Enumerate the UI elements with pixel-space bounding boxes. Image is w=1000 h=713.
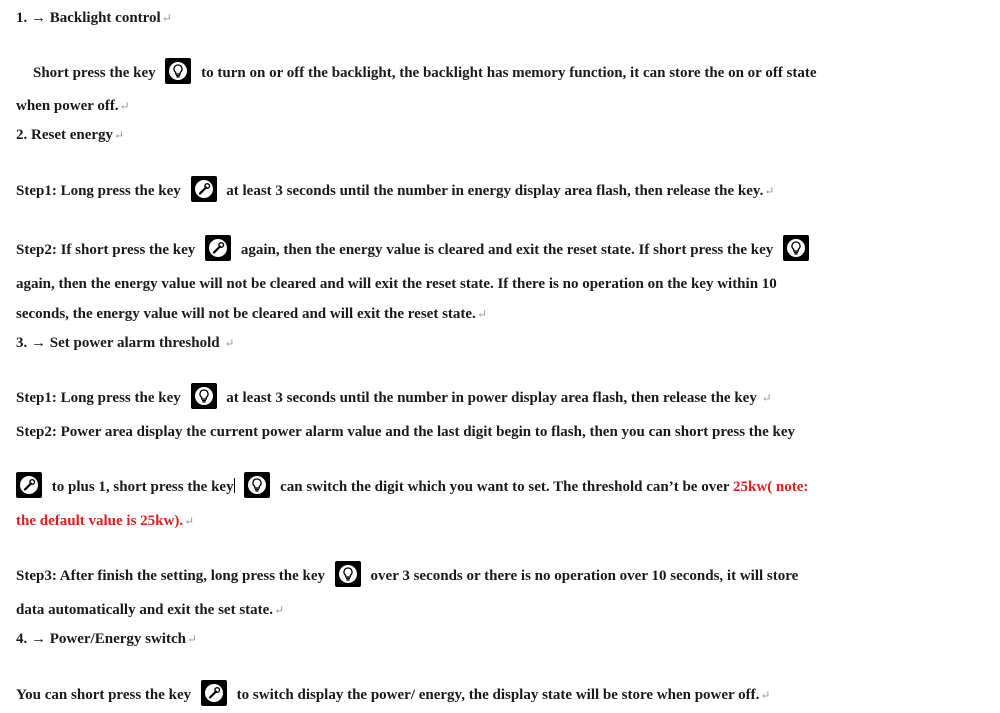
heading-power-energy-switch: 4. → Power/Energy switch↵	[16, 631, 198, 647]
heading-backlight-control: 1. → Backlight control↵	[16, 10, 172, 26]
default-value-note: the default value is 25kw).	[16, 513, 184, 529]
alarm-step3-line2: data automatically and exit the set state.↵	[16, 602, 285, 618]
lightbulb-key-icon	[783, 235, 809, 261]
threshold-highlight: 25kw( note:	[733, 479, 809, 495]
alarm-step2-line3: the default value is 25kw).↵	[16, 513, 195, 529]
alarm-step2-line1: Step2: Power area display the current power alarm value and the last digit begin to flash, then you can short press the key	[16, 424, 796, 440]
wrench-key-icon	[201, 680, 227, 706]
wrench-key-icon	[205, 235, 231, 261]
lightbulb-key-icon	[191, 383, 217, 409]
reset-step2-line1: Step2: If short press the key again, then the energy value is cleared and exit the reset state. If short press the key	[16, 235, 992, 261]
alarm-step1: Step1: Long press the key at least 3 seconds until the number in power display area flash, then release the key ↵	[16, 383, 992, 409]
wrench-key-icon	[191, 176, 217, 202]
heading-power-alarm: 3. → Set power alarm threshold ↵	[16, 335, 235, 351]
alarm-step3-line1: Step3: After finish the setting, long press the key over 3 seconds or there is no operation over 10 seconds, it will store	[16, 561, 992, 587]
wrench-key-icon	[16, 472, 42, 498]
switch-paragraph: You can short press the key to switch display the power/ energy, the display state will be store when power off.↵	[16, 680, 992, 706]
reset-step2-line2: again, then the energy value will not be cleared and will exit the reset state. If there is no operation on the key within 10	[16, 276, 777, 292]
reset-step1: Step1: Long press the key at least 3 seconds until the number in energy display area flash, then release the key.↵	[16, 176, 992, 202]
lightbulb-key-icon	[244, 472, 270, 498]
backlight-paragraph-line1: Short press the key to turn on or off the backlight, the backlight has memory function, it can store the on or off state	[33, 58, 992, 84]
lightbulb-key-icon	[335, 561, 361, 587]
alarm-step2-line2: to plus 1, short press the key can switch the digit which you want to set. The threshold can’t be over 25kw( note:	[16, 472, 992, 498]
reset-step2-line3: seconds, the energy value will not be cleared and will exit the reset state.↵	[16, 306, 487, 322]
backlight-paragraph-line2: when power off.↵	[16, 98, 130, 114]
heading-reset-energy: 2. Reset energy↵	[16, 127, 125, 143]
lightbulb-key-icon	[165, 58, 191, 84]
text-cursor	[234, 478, 235, 493]
